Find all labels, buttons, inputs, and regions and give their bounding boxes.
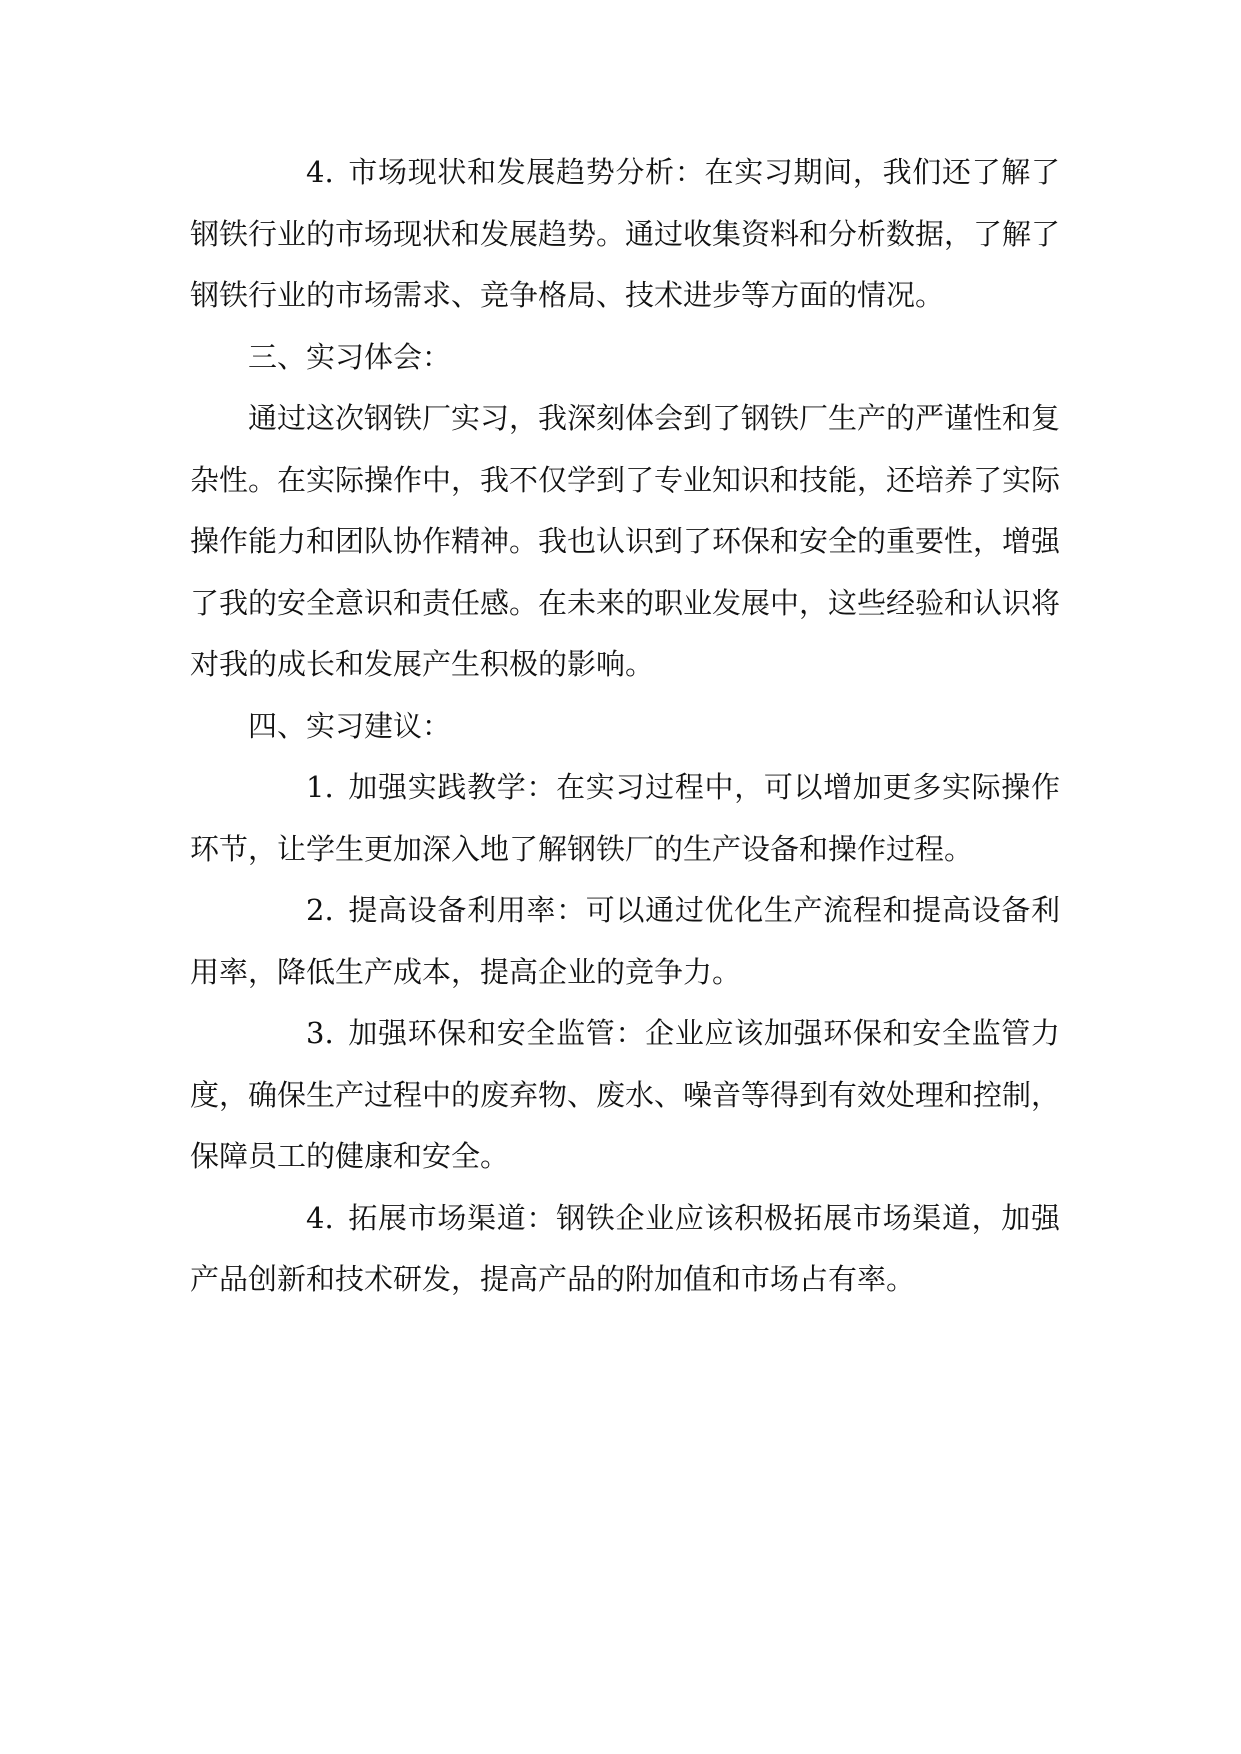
- item-text: 提高设备利用率：可以通过优化生产流程和提高设备利用率，降低生产成本，提高企业的竞争力。: [190, 893, 1060, 989]
- suggestion-item-1: [190, 757, 1060, 880]
- market-analysis-item: [190, 142, 1060, 327]
- item-number: 1.: [306, 770, 334, 804]
- item-text: 拓展市场渠道：钢铁企业应该积极拓展市场渠道，加强产品创新和技术研发，提高产品的附加值和市场占有率。: [190, 1200, 1060, 1296]
- suggestion-item-3: [190, 1003, 1060, 1188]
- suggestion-item-2: [190, 880, 1060, 1003]
- item-number: 3.: [306, 1016, 334, 1050]
- item-number: 4.: [306, 1200, 334, 1235]
- item-number: 4.: [306, 155, 334, 189]
- section-heading-suggestions: 四、实习建议：: [248, 708, 452, 743]
- item-text: 市场现状和发展趋势分析：在实习期间，我们还了解了钢铁行业的市场现状和发展趋势。通过收集资料和分析数据，了解了钢铁行业的市场需求、竞争格局、技术进步等方面的情况。: [190, 155, 1061, 312]
- item-text: 加强实践教学：在实习过程中，可以增加更多实际操作环节，让学生更加深入地了解钢铁厂的生产设备和操作过程。: [190, 770, 1060, 866]
- section-heading-experience: 三、实习体会：: [248, 339, 452, 374]
- suggestion-item-4: [190, 1188, 1060, 1311]
- item-text: 加强环保和安全监管：企业应该加强环保和安全监管力度，确保生产过程中的废弃物、废水、噪音等得到有效处理和控制，保障员工的健康和安全。: [190, 1016, 1061, 1173]
- document-body: [190, 142, 1060, 1311]
- experience-paragraph: 通过这次钢铁厂实习，我深刻体会到了钢铁厂生产的严谨性和复杂性。在实际操作中，我不仅学到了专业知识和技能，还培养了实际操作能力和团队协作精神。我也认识到了环保和安全的重要性，增强了我的安全意识和责任感。在未来的职业发展中，这些经验和认识将对我的成长和发展产生积极的影响。: [190, 401, 1061, 681]
- item-number: 2.: [306, 893, 334, 927]
